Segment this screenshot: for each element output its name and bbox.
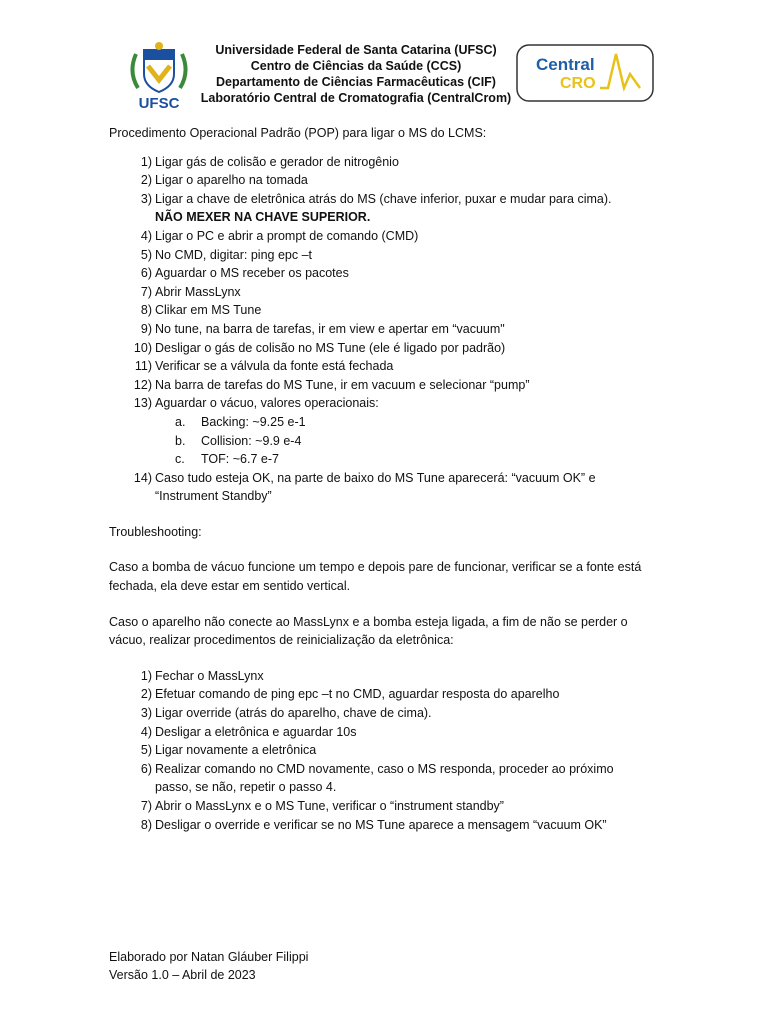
list-item [109, 320, 649, 339]
list-item [109, 246, 649, 265]
list-item [109, 723, 649, 742]
step-text: Ligar o aparelho na tomada [155, 173, 308, 188]
step-number: 5) [140, 743, 152, 758]
step-number: 6) [140, 761, 152, 776]
step-text: Ligar o PC e abrir a prompt de comando (CMD) [155, 228, 419, 243]
list-item [109, 357, 649, 376]
step-warning: NÃO MEXER NA CHAVE SUPERIOR. [155, 210, 371, 225]
list-item [109, 264, 649, 283]
list-item [109, 153, 649, 172]
list-item [109, 394, 649, 413]
sub-text: Collision: ~9.9 e-4 [201, 433, 302, 448]
step-text: No tune, na barra de tarefas, ir em view e apertar em “vacuum" [155, 321, 505, 336]
step-number: 1) [140, 668, 152, 683]
step-text: Ligar override (atrás do aparelho, chave de cima). [155, 706, 432, 721]
procedure-title: Procedimento Operacional Padrão (POP) para ligar o MS do LCMS: [109, 126, 487, 140]
step-text: Realizar comando no CMD novamente, caso o MS responda, proceder ao próximo passo, se não, repetir o passo 4. [155, 761, 614, 795]
step-number: 8) [140, 817, 152, 832]
step-number: 9) [140, 321, 152, 336]
step-text: Na barra de tarefas do MS Tune, ir em vacuum e selecionar “pump” [155, 377, 530, 392]
list-item [109, 171, 649, 190]
step-number: 2) [140, 173, 152, 188]
step-text: Abrir MassLynx [155, 284, 241, 299]
institution-line: Departamento de Ciências Farmacêuticas (CIF) [216, 75, 496, 89]
vacuum-value-item [109, 413, 649, 432]
vacuum-value-item [109, 432, 649, 451]
step-text: Aguardar o MS receber os pacotes [155, 266, 349, 281]
step-text: Desligar o gás de colisão no MS Tune (ele é ligado por padrão) [155, 340, 506, 355]
list-item [109, 283, 649, 302]
step-number: 4) [140, 724, 152, 739]
list-item [109, 376, 649, 395]
step-number: 14) [133, 470, 152, 485]
list-item [109, 741, 649, 760]
sub-letter: b. [175, 433, 186, 448]
document-footer [109, 948, 308, 984]
step-number: 6) [140, 266, 152, 281]
author-line: Elaborado por Natan Gláuber Filippi [109, 950, 309, 964]
list-item [109, 190, 649, 227]
list-item [109, 685, 649, 704]
troubleshooting-heading: Troubleshooting: [109, 524, 202, 539]
step-text: Clikar em MS Tune [155, 303, 262, 318]
troubleshooting-paragraph: Caso a bomba de vácuo funcione um tempo e depois pare de funcionar, verificar se a fonte está fechada, ela deve estar em sentido vertical. [109, 560, 642, 594]
document-body [109, 124, 649, 834]
vacuum-value-item [109, 450, 649, 469]
step-number: 12) [133, 377, 152, 392]
step-number: 11) [134, 359, 152, 374]
ufsc-logo-text: UFSC [138, 95, 180, 110]
list-item [109, 704, 649, 723]
step-text: No CMD, digitar: ping epc –t [155, 247, 313, 262]
step-text: Ligar novamente a eletrônica [155, 743, 317, 758]
list-item [109, 760, 649, 797]
procedure-steps [109, 153, 649, 506]
step-text: Aguardar o vácuo, valores operacionais: [155, 396, 379, 411]
institution-line: Centro de Ciências da Saúde (CCS) [250, 59, 462, 73]
list-item [109, 667, 649, 686]
step-number: 3) [140, 706, 152, 721]
step-text: Caso tudo esteja OK, na parte de baixo do MS Tune aparecerá: “vacuum OK” e “Instrument Standby” [155, 470, 596, 504]
institution-line: Laboratório Central de Cromatografia (CentralCrom) [200, 91, 512, 105]
step-number: 2) [140, 687, 152, 702]
step-text: Verificar se a válvula da fonte está fechada [155, 359, 394, 374]
step-number: 7) [140, 799, 152, 813]
step-number: 1) [140, 154, 152, 169]
troubleshooting-paragraph: Caso o aparelho não conecte ao MassLynx e a bomba esteja ligada, a fim de não se perder o vácuo, realizar procedimentos de reinicialização da eletrônica: [109, 614, 628, 648]
central-logo-line1: Central [536, 55, 595, 74]
step-number: 10) [133, 340, 152, 355]
step-number: 7) [140, 284, 152, 299]
step-text: Desligar o override e verificar se no MS Tune aparece a mensagem “vacuum OK” [155, 817, 607, 832]
step-number: 8) [140, 303, 152, 318]
ufsc-logo [126, 40, 192, 110]
list-item [109, 227, 649, 246]
step-number: 4) [140, 228, 152, 243]
document-header [0, 38, 768, 118]
list-item [109, 301, 649, 320]
step-text: Ligar a chave de eletrônica atrás do MS (chave inferior, puxar e mudar para cima). [155, 191, 612, 206]
sub-letter: a. [175, 414, 186, 429]
sub-text: Backing: ~9.25 e-1 [201, 414, 306, 429]
institution-block [196, 42, 516, 106]
step-text: Ligar gás de colisão e gerador de nitrogênio [155, 154, 399, 169]
sub-text: TOF: ~6.7 e-7 [201, 452, 279, 467]
restart-steps [109, 667, 649, 834]
list-item [109, 816, 649, 835]
step-number: 13) [133, 396, 152, 411]
step-text: Efetuar comando de ping epc –t no CMD, aguardar resposta do aparelho [155, 687, 560, 702]
list-item [109, 469, 649, 506]
step-text: Abrir o MassLynx e o MS Tune, verificar o “instrument standby” [155, 799, 504, 813]
sub-letter: c. [175, 452, 185, 467]
list-item [109, 339, 649, 358]
step-number: 3) [140, 191, 152, 206]
version-line: Versão 1.0 – Abril de 2023 [109, 968, 256, 982]
step-number: 5) [140, 247, 152, 262]
institution-line: Universidade Federal de Santa Catarina (UFSC) [215, 43, 497, 57]
centralcrom-logo [516, 44, 654, 102]
central-logo-line2: CRO [560, 75, 596, 92]
step-text: Fechar o MassLynx [155, 668, 264, 683]
step-text: Desligar a eletrônica e aguardar 10s [155, 724, 357, 739]
list-item [109, 797, 649, 816]
